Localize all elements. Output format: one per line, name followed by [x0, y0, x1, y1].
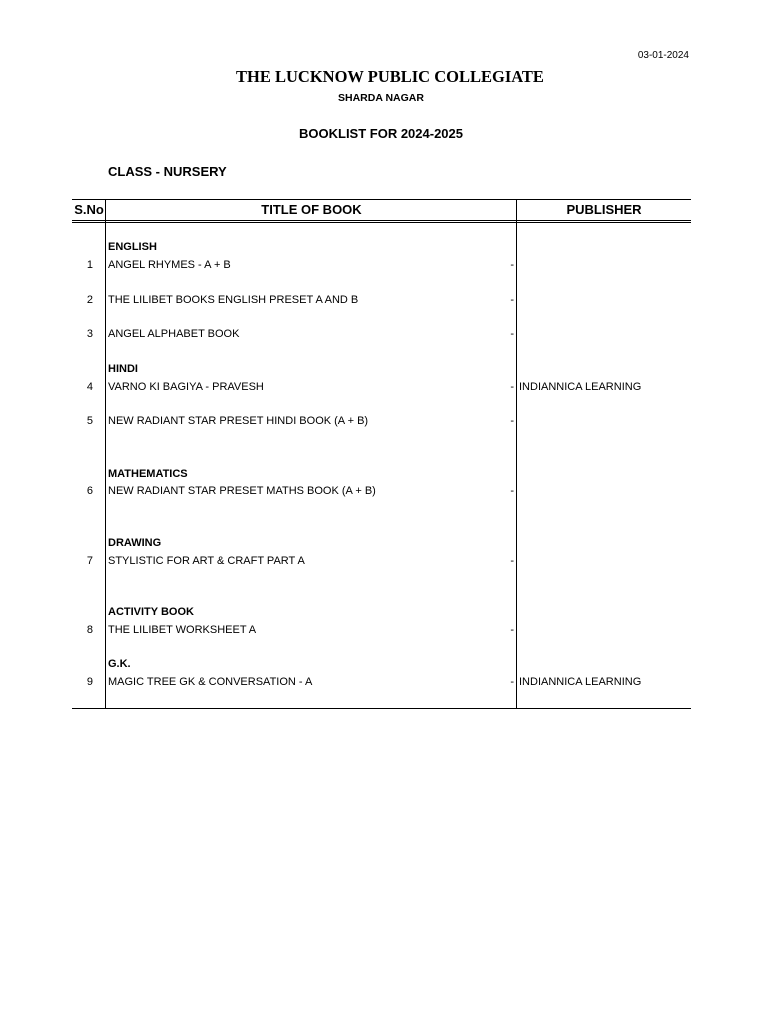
row-5-title: NEW RADIANT STAR PRESET HINDI BOOK (A + B) — [108, 415, 369, 427]
row-2-sno: 2 — [86, 294, 93, 306]
row-1-dash: - — [510, 259, 514, 271]
row-9-sno: 9 — [86, 676, 93, 688]
row-1-title: ANGEL RHYMES - A + B — [108, 259, 231, 271]
header-divider-2 — [72, 222, 691, 223]
header-sno: S.No — [74, 202, 104, 217]
row-3-dash: - — [510, 328, 514, 340]
row-4-publisher: INDIANNICA LEARNING — [519, 381, 642, 393]
header-divider-1 — [72, 220, 691, 221]
school-branch: SHARDA NAGAR — [338, 92, 424, 104]
row-5-sno: 5 — [86, 415, 93, 427]
column-divider-publisher — [516, 199, 517, 709]
subject-heading-hindi: HINDI — [108, 363, 138, 375]
row-6-dash: - — [510, 485, 514, 497]
row-4-title: VARNO KI BAGIYA - PRAVESH — [108, 381, 264, 393]
row-4-dash: - — [510, 381, 514, 393]
subject-heading-mathematics: MATHEMATICS — [108, 468, 188, 480]
row-2-dash: - — [510, 294, 514, 306]
header-title: TITLE OF BOOK — [261, 202, 362, 217]
row-8-dash: - — [510, 624, 514, 636]
row-3-sno: 3 — [86, 328, 93, 340]
subject-heading-gk: G.K. — [108, 658, 131, 670]
row-3-title: ANGEL ALPHABET BOOK — [108, 328, 240, 340]
school-name: THE LUCKNOW PUBLIC COLLEGIATE — [236, 67, 544, 86]
row-5-dash: - — [510, 415, 514, 427]
booklist-title: BOOKLIST FOR 2024-2025 — [299, 126, 463, 141]
row-6-sno: 6 — [86, 485, 93, 497]
header-publisher: PUBLISHER — [566, 202, 642, 217]
row-6-title: NEW RADIANT STAR PRESET MATHS BOOK (A + B) — [108, 485, 376, 497]
row-2-title: THE LILIBET BOOKS ENGLISH PRESET A AND B — [108, 294, 359, 306]
subject-heading-english: ENGLISH — [108, 241, 157, 253]
row-7-title: STYLISTIC FOR ART & CRAFT PART A — [108, 555, 305, 567]
column-divider-sno — [105, 199, 106, 709]
row-4-sno: 4 — [86, 381, 93, 393]
row-8-sno: 8 — [86, 624, 93, 636]
row-9-dash: - — [510, 676, 514, 688]
row-9-publisher: INDIANNICA LEARNING — [519, 676, 642, 688]
row-8-title: THE LILIBET WORKSHEET A — [108, 624, 257, 636]
row-7-dash: - — [510, 555, 514, 567]
row-7-sno: 7 — [86, 555, 93, 567]
table-bottom-border — [72, 708, 691, 709]
subject-heading-drawing: DRAWING — [108, 537, 162, 549]
row-9-title: MAGIC TREE GK & CONVERSATION - A — [108, 676, 313, 688]
table-top-border — [72, 199, 691, 200]
document-date: 03-01-2024 — [637, 50, 689, 61]
row-1-sno: 1 — [86, 259, 93, 271]
subject-heading-activity-book: ACTIVITY BOOK — [108, 606, 194, 618]
class-label: CLASS - NURSERY — [108, 164, 227, 179]
